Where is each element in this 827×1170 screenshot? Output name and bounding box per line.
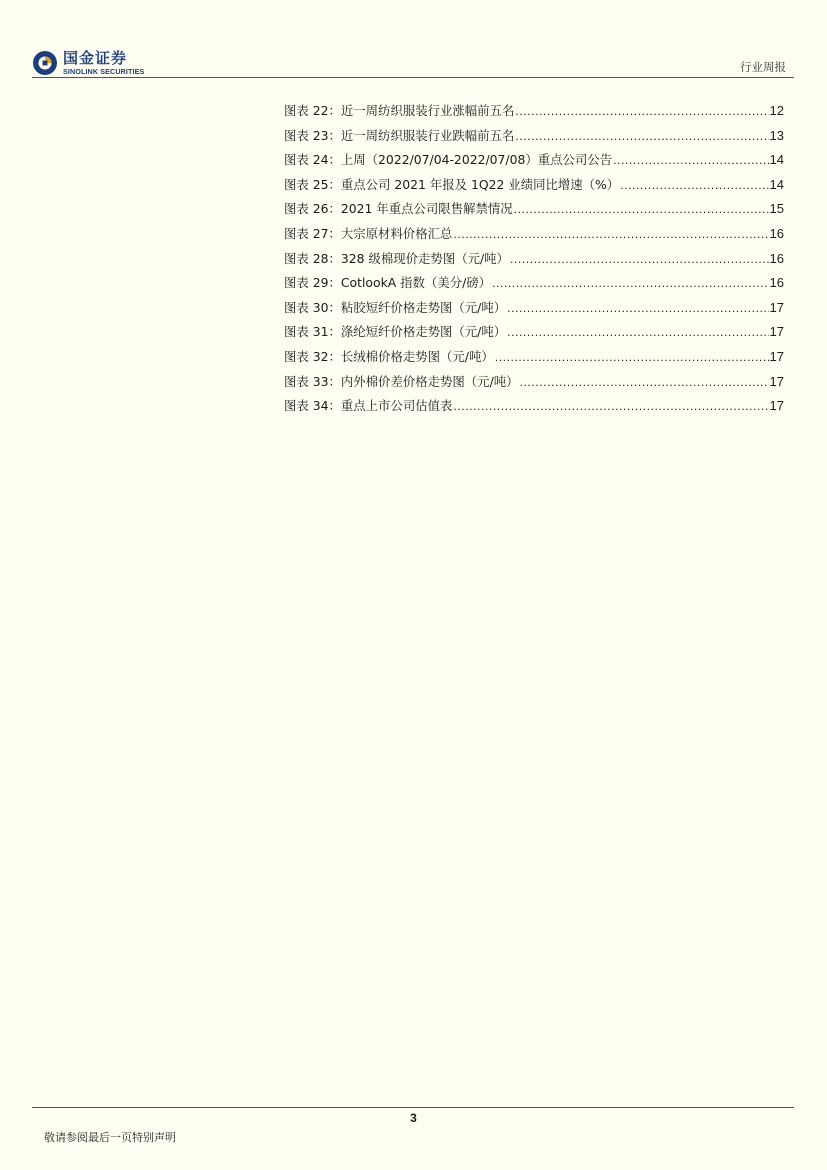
- toc-entry-page: 13: [769, 127, 784, 143]
- toc-entry-label: 图表 27：大宗原材料价格汇总: [284, 225, 453, 241]
- header-divider: [32, 77, 794, 78]
- toc-entry[interactable]: [284, 148, 784, 173]
- toc-entry-label: 图表 32：长绒棉价格走势图（元/吨）: [284, 348, 494, 364]
- toc-entry-page: 17: [769, 373, 784, 389]
- toc-entry[interactable]: [284, 296, 784, 321]
- toc-entry-page: 12: [769, 103, 784, 118]
- toc-leader-dots: [520, 370, 769, 395]
- toc-entry-label: 图表 28：328 级棉现价走势图（元/吨）: [284, 250, 509, 266]
- toc-entry[interactable]: [284, 197, 784, 222]
- toc-entry-label: 图表 24：上周（2022/07/04-2022/07/08）重点公司公告: [284, 152, 613, 168]
- toc-entry-label: 图表 34：重点上市公司估值表: [284, 398, 453, 414]
- toc-entry[interactable]: [284, 370, 784, 395]
- toc-entry[interactable]: [284, 320, 784, 345]
- toc-leader-dots: [515, 124, 768, 149]
- toc-entry-label: 图表 22：近一周纺织服装行业涨幅前五名: [284, 103, 515, 118]
- toc-leader-dots: [507, 320, 768, 345]
- toc-entry-label: 图表 26：2021 年重点公司限售解禁情况: [284, 201, 513, 217]
- logo-chinese-name: 国金证券: [63, 48, 128, 67]
- toc-leader-dots: [514, 197, 769, 222]
- sinolink-logo-icon: [32, 50, 58, 76]
- toc-entry[interactable]: [284, 222, 784, 247]
- toc-leader-dots: [495, 345, 769, 370]
- footer-divider: [32, 1107, 794, 1108]
- toc-entry-label: 图表 31：涤纶短纤价格走势图（元/吨）: [284, 324, 507, 340]
- toc-entry[interactable]: [284, 99, 784, 124]
- table-of-figures: [284, 99, 784, 419]
- toc-entry[interactable]: [284, 271, 784, 296]
- sinolink-logo: [32, 48, 144, 78]
- toc-entry-page: 14: [769, 176, 784, 192]
- toc-entry[interactable]: [284, 345, 784, 370]
- toc-entry-page: 17: [769, 398, 784, 414]
- toc-entry-page: 14: [769, 152, 784, 168]
- page-header: [32, 44, 794, 78]
- toc-entry[interactable]: [284, 394, 784, 419]
- footer-disclaimer: 敬请参阅最后一页特别声明: [44, 1131, 176, 1144]
- toc-entry-page: 15: [769, 201, 784, 217]
- toc-entry[interactable]: [284, 124, 784, 149]
- toc-entry-label: 图表 33：内外棉价差价格走势图（元/吨）: [284, 373, 519, 389]
- toc-entry-page: 17: [769, 324, 784, 340]
- toc-entry-label: 图表 30：粘胶短纤价格走势图（元/吨）: [284, 299, 507, 315]
- toc-entry-label: 图表 23：近一周纺织服装行业跌幅前五名: [284, 127, 515, 143]
- toc-entry[interactable]: [284, 247, 784, 272]
- toc-entry[interactable]: [284, 173, 784, 198]
- toc-entry-page: 16: [769, 225, 784, 241]
- toc-entry-label: 图表 25：重点公司 2021 年报及 1Q22 业绩同比增速（%）: [284, 176, 620, 192]
- toc-entry-label: 图表 29：CotlookA 指数（美分/磅）: [284, 275, 492, 291]
- toc-leader-dots: [453, 222, 768, 247]
- toc-leader-dots: [613, 148, 768, 173]
- report-type: 行业周报: [740, 60, 786, 74]
- toc-leader-dots: [620, 173, 768, 198]
- toc-entry-page: 16: [769, 250, 784, 266]
- toc-leader-dots: [515, 99, 768, 124]
- toc-leader-dots: [453, 394, 768, 419]
- toc-leader-dots: [510, 247, 769, 272]
- toc-leader-dots: [492, 271, 768, 296]
- toc-leader-dots: [507, 296, 768, 321]
- toc-entry-page: 17: [769, 299, 784, 315]
- page-number: 3: [410, 1111, 417, 1125]
- toc-entry-page: 17: [769, 348, 784, 364]
- toc-entry-page: 16: [769, 275, 784, 291]
- logo-english-name: SINOLINK SECURITIES: [63, 66, 145, 76]
